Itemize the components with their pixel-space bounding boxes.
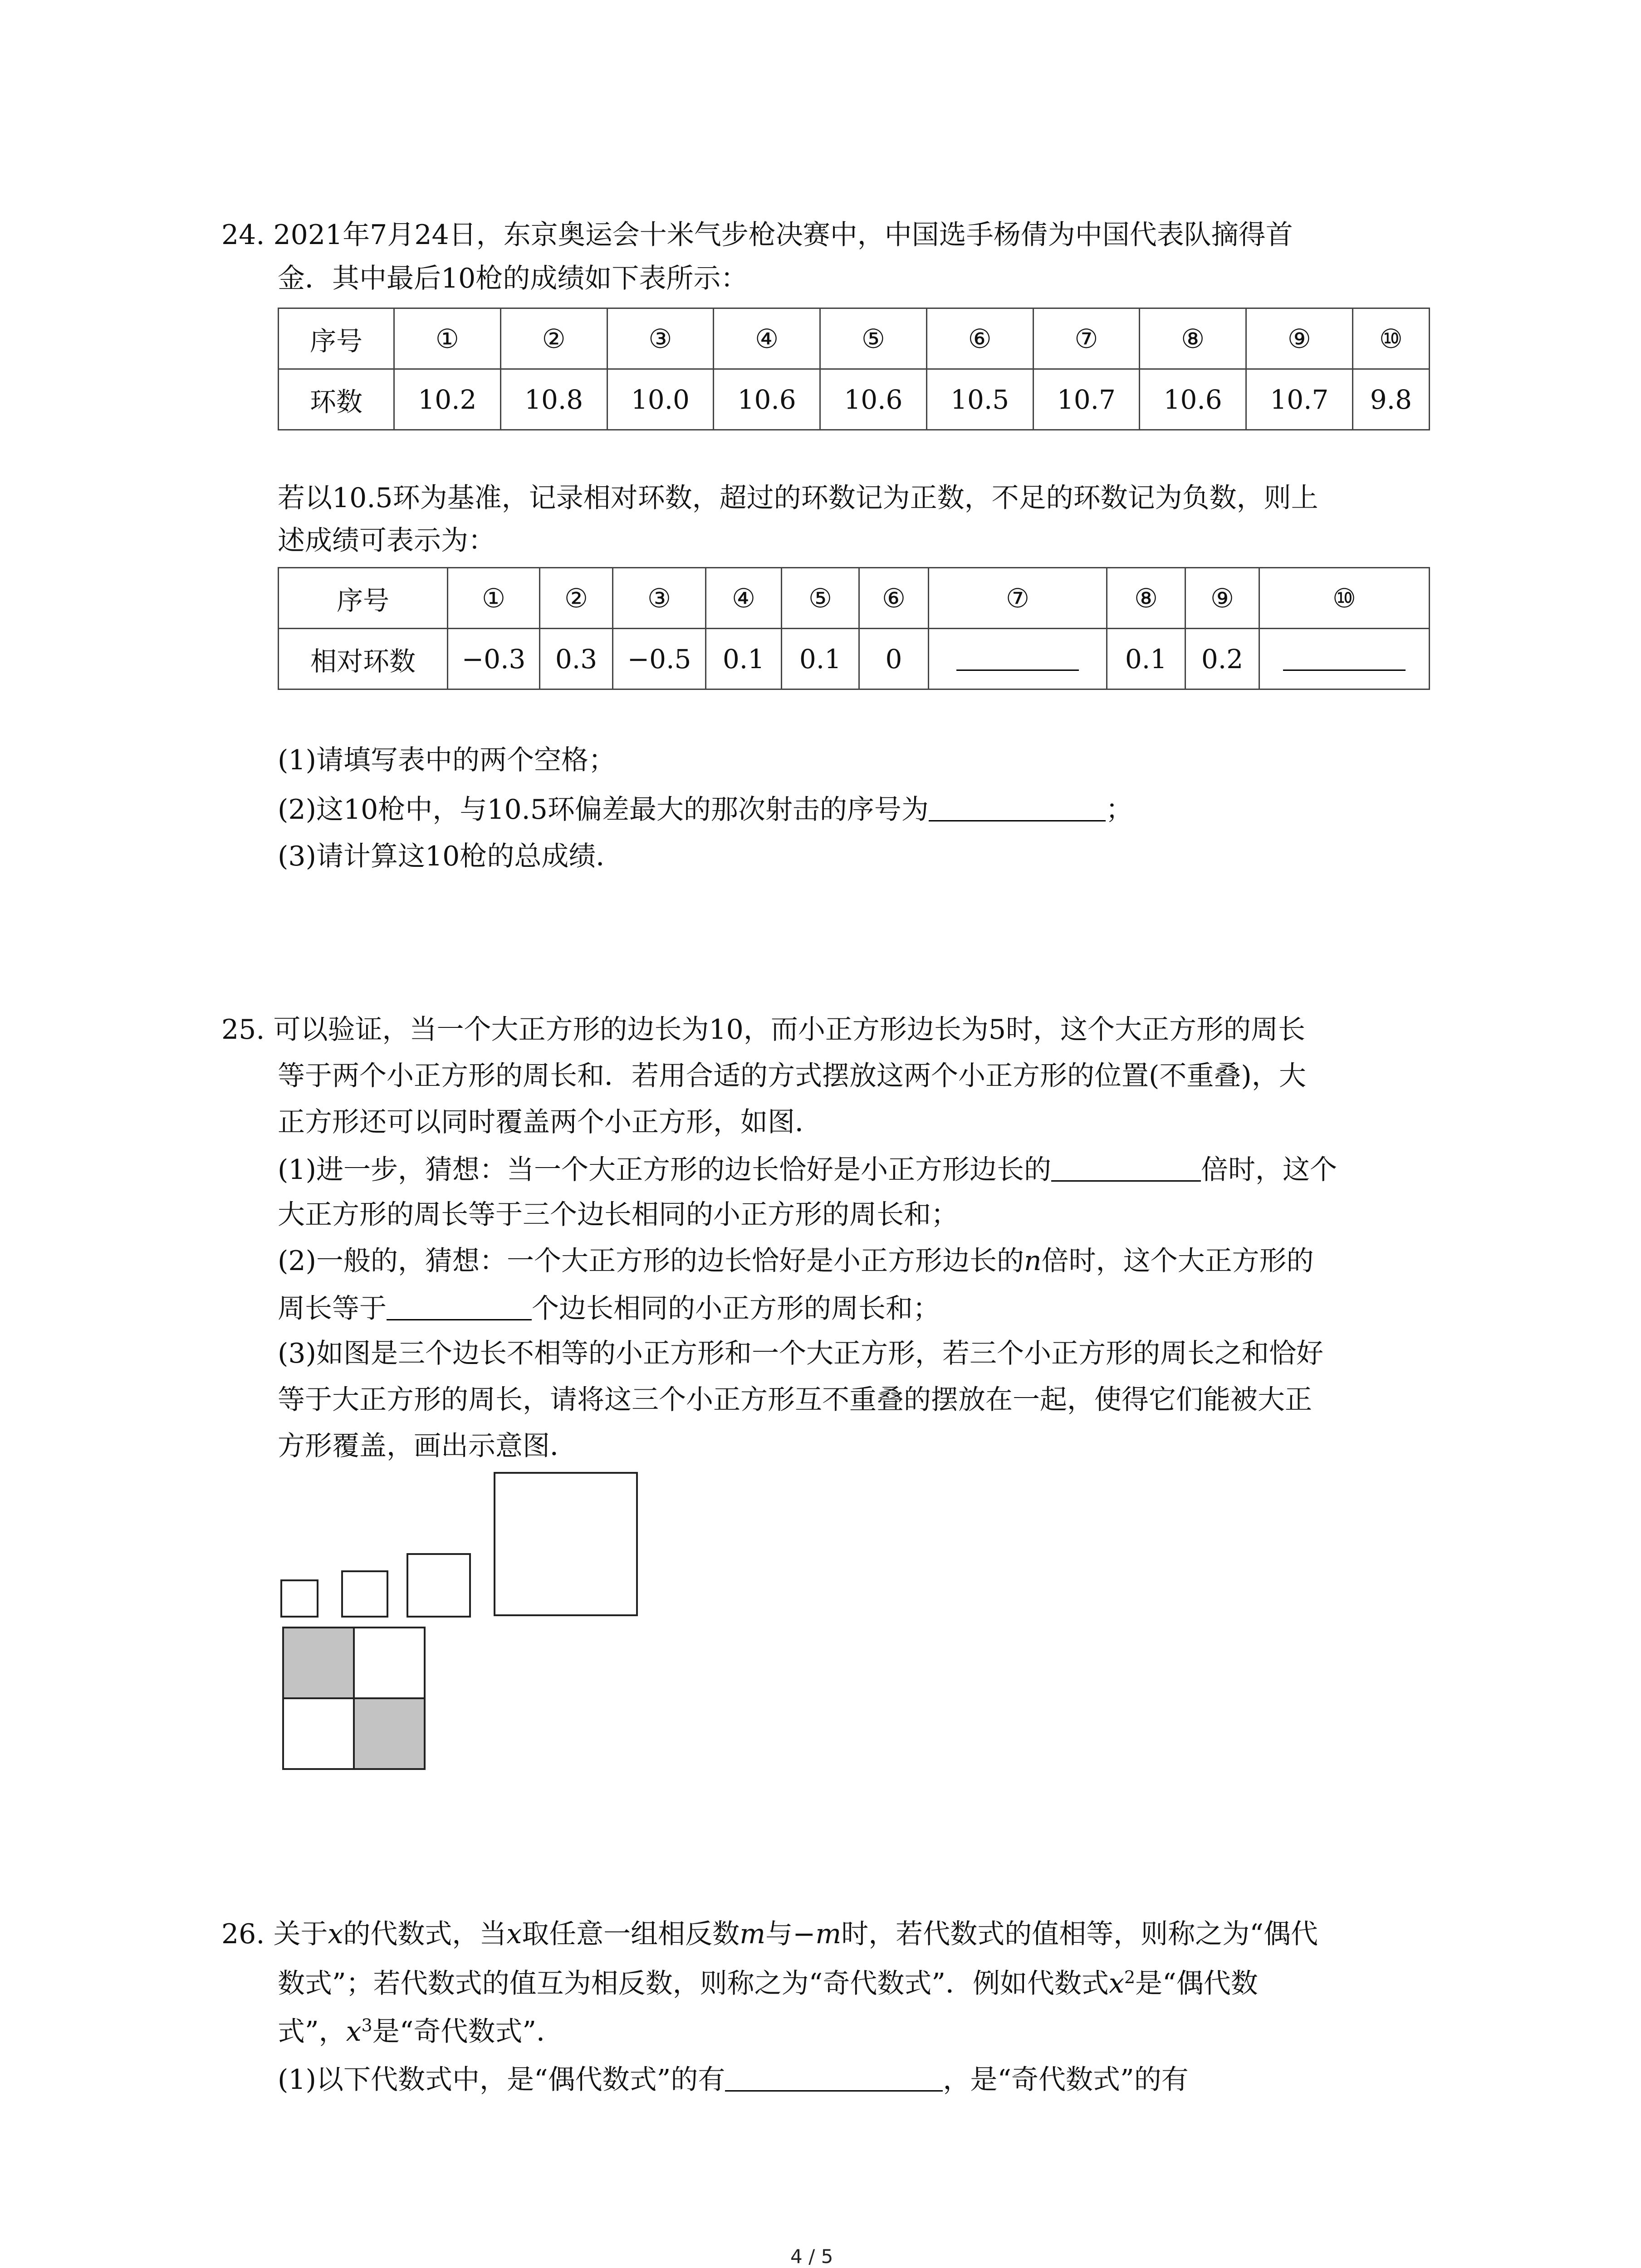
table-cell: 0.1 xyxy=(706,629,782,689)
table-cell: 10.6 xyxy=(714,369,820,430)
var-m: m xyxy=(740,1918,766,1950)
q26-text: 26. 关于 xyxy=(221,1918,328,1950)
small-square-1 xyxy=(280,1579,318,1618)
answer-blank[interactable] xyxy=(956,646,1079,671)
table-cell: ⑥ xyxy=(859,568,929,629)
shaded-square-top-left xyxy=(282,1627,355,1699)
table-cell: −0.3 xyxy=(448,629,540,689)
q25-line1: 25. 可以验证，当一个大正方形的边长为10，而小正方形边长为5时，这个大正方形的周长 xyxy=(221,1014,1306,1046)
q25-part2-text: (2)一般的，猜想：一个大正方形的边长恰好是小正方形边长的 xyxy=(278,1245,1024,1277)
table-cell: ⑤ xyxy=(820,308,927,369)
q24-part3: (3)请计算这10枪的总成绩． xyxy=(278,841,623,872)
table-cell: ③ xyxy=(607,308,714,369)
score-table-header-row xyxy=(279,308,1430,369)
table-cell: ⑥ xyxy=(926,308,1033,369)
table-cell: 9.8 xyxy=(1352,369,1429,430)
table-cell: ④ xyxy=(714,308,820,369)
table-cell: 0.2 xyxy=(1185,629,1259,689)
table-cell: 10.7 xyxy=(1033,369,1140,430)
q25-part2-line2-text: 周长等于 xyxy=(278,1293,387,1325)
q25-part1 xyxy=(278,1154,1337,1186)
blank-cell-10[interactable] xyxy=(1259,629,1430,689)
table-cell: ⑤ xyxy=(782,568,859,629)
small-square-3 xyxy=(407,1553,471,1618)
var-neg-m: −m xyxy=(793,1918,842,1950)
q25-part3-line1: (3)如图是三个边长不相等的小正方形和一个大正方形，若三个小正方形的周长之和恰好 xyxy=(278,1338,1323,1369)
big-square xyxy=(494,1472,638,1616)
answer-blank[interactable] xyxy=(1051,1155,1201,1182)
table-cell: 10.5 xyxy=(926,369,1033,430)
q25-part1-text: (1)进一步，猜想：当一个大正方形的边长恰好是小正方形边长的 xyxy=(278,1154,1051,1186)
exponent: 3 xyxy=(361,2015,372,2035)
table-cell: 环数 xyxy=(279,369,394,430)
q25-line2: 等于两个小正方形的周长和．若用合适的方式摆放这两个小正方形的位置(不重叠)，大 xyxy=(278,1060,1306,1092)
table-cell: ⑧ xyxy=(1140,308,1246,369)
table-cell: ② xyxy=(500,308,607,369)
square-bottom-left xyxy=(282,1697,355,1770)
q26-line1 xyxy=(221,1918,1318,1950)
var-x: x xyxy=(1109,1968,1124,1999)
square-top-right xyxy=(353,1627,426,1699)
var-x: x xyxy=(328,1918,343,1950)
blank-cell-7[interactable] xyxy=(929,629,1107,689)
table-cell: −0.5 xyxy=(613,629,706,689)
var-n: n xyxy=(1024,1245,1042,1277)
q26-text: 式”， xyxy=(278,2016,346,2048)
q25-part2-line2-end: 个边长相同的小正方形的周长和； xyxy=(532,1293,940,1325)
table-cell: ⑩ xyxy=(1259,568,1430,629)
relative-table-header-row xyxy=(279,568,1430,629)
q24-part1: (1)请填写表中的两个空格； xyxy=(278,744,616,776)
table-cell: ⑦ xyxy=(1033,308,1140,369)
table-cell: 10.2 xyxy=(394,369,501,430)
q26-text: 的代数式，当 xyxy=(343,1918,507,1950)
q26-part1 xyxy=(278,2064,1189,2096)
q24-part2-end: ； xyxy=(1105,794,1133,826)
table-cell: 10.7 xyxy=(1246,369,1353,430)
q26-text: 与 xyxy=(765,1918,793,1950)
answer-blank[interactable] xyxy=(725,2065,943,2092)
table-cell: ⑧ xyxy=(1107,568,1185,629)
q26-text: 数式”；若代数式的值互为相反数，则称之为“奇代数式”．例如代数式 xyxy=(278,1968,1109,1999)
table-cell: ① xyxy=(394,308,501,369)
table-cell: 10.6 xyxy=(1140,369,1246,430)
table-cell: 0.1 xyxy=(1107,629,1185,689)
q25-part3-line2: 等于大正方形的周长，请将这三个小正方形互不重叠的摆放在一起，使得它们能被大正 xyxy=(278,1384,1312,1416)
q24-line2: 金．其中最后10枪的成绩如下表所示： xyxy=(278,263,748,294)
q25-part2-text-end: 倍时，这个大正方形的 xyxy=(1041,1245,1314,1277)
table-cell: ① xyxy=(448,568,540,629)
q24-line1: 24. 2021年7月24日，东京奥运会十米气步枪决赛中，中国选手杨倩为中国代表队摘得首 xyxy=(221,219,1293,251)
table-cell: ③ xyxy=(613,568,706,629)
relative-score-table xyxy=(278,567,1430,690)
q25-part2 xyxy=(278,1247,1314,1275)
q26-line2 xyxy=(278,1969,1258,1997)
answer-blank[interactable] xyxy=(929,795,1106,821)
table-cell: 序号 xyxy=(279,568,448,629)
q25-part2-line2 xyxy=(278,1293,940,1325)
page-number: 4 / 5 xyxy=(790,2245,833,2268)
table-cell: 序号 xyxy=(279,308,394,369)
q25-part1-text-end: 倍时，这个 xyxy=(1201,1154,1337,1186)
table-cell: ⑩ xyxy=(1352,308,1429,369)
q26-text: 时，若代数式的值相等，则称之为“偶代 xyxy=(841,1918,1318,1950)
table-cell: ⑨ xyxy=(1185,568,1259,629)
q26-part1-text-end: ，是“奇代数式”的有 xyxy=(943,2064,1189,2096)
q25-line3: 正方形还可以同时覆盖两个小正方形，如图． xyxy=(278,1106,822,1138)
table-cell: 相对环数 xyxy=(279,629,448,689)
exponent: 2 xyxy=(1124,1967,1136,1987)
q26-text: 是“奇代数式”． xyxy=(372,2016,564,2048)
table-cell: ⑨ xyxy=(1246,308,1353,369)
table-cell: 0.3 xyxy=(540,629,613,689)
small-square-2 xyxy=(341,1570,388,1618)
q25-part3-line3: 方形覆盖，画出示意图． xyxy=(278,1430,577,1462)
table-cell: 0.1 xyxy=(782,629,859,689)
score-table xyxy=(278,308,1430,430)
table-cell: ⑦ xyxy=(929,568,1107,629)
q26-line3 xyxy=(278,2015,564,2048)
q24-line4: 述成绩可表示为： xyxy=(278,525,495,557)
q24-part2 xyxy=(278,794,1133,826)
q24-line3: 若以10.5环为基准，记录相对环数，超过的环数记为正数，不足的环数记为负数，则上 xyxy=(278,482,1318,514)
table-cell: 10.6 xyxy=(820,369,927,430)
relative-table-value-row xyxy=(279,629,1430,689)
score-table-value-row xyxy=(279,369,1430,430)
table-cell: ② xyxy=(540,568,613,629)
q26-text: 是“偶代数 xyxy=(1135,1968,1258,1999)
table-cell: 0 xyxy=(859,629,929,689)
q25-part1-line2: 大正方形的周长等于三个边长相同的小正方形的周长和； xyxy=(278,1199,958,1231)
table-cell: 10.0 xyxy=(607,369,714,430)
table-cell: ④ xyxy=(706,568,782,629)
var-x: x xyxy=(506,1918,522,1950)
q26-text: 取任意一组相反数 xyxy=(522,1918,740,1950)
table-cell: 10.8 xyxy=(500,369,607,430)
shaded-square-bottom-right xyxy=(353,1697,426,1770)
answer-blank[interactable] xyxy=(387,1294,532,1320)
q26-part1-text: (1)以下代数式中，是“偶代数式”的有 xyxy=(278,2064,725,2096)
var-x: x xyxy=(346,2016,362,2048)
answer-blank[interactable] xyxy=(1283,646,1406,671)
q24-part2-text: (2)这10枪中，与10.5环偏差最大的那次射击的序号为 xyxy=(278,794,929,826)
